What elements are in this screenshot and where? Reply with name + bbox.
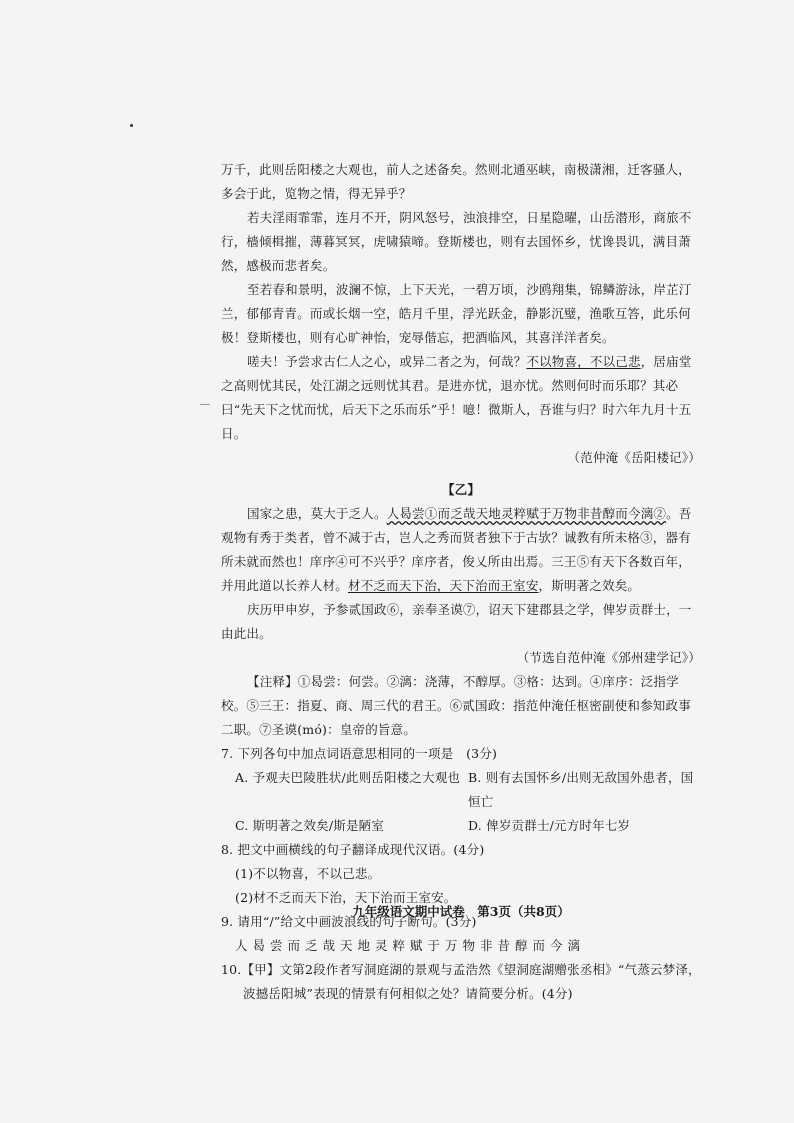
passage-b-p2: 庆历甲申岁，予参贰国政⑥，亲奉圣谟⑦，诏天下建郡县之学，俾岁贡群士，一由此出。 bbox=[221, 602, 692, 641]
p4-text-a: 嗟夫！予尝求古仁人之心，或异二者之为，何哉？ bbox=[247, 354, 527, 369]
q7-options-row2 bbox=[221, 814, 701, 838]
passage-b-p1 bbox=[221, 502, 701, 598]
passage-a-p4 bbox=[221, 350, 701, 446]
q7-options-row1 bbox=[221, 766, 701, 814]
page-footer: 九年级语文期中试卷 第3页（共8页） bbox=[352, 904, 570, 919]
b-p1-underlined: 材不乏而天下治，天下治而王室安 bbox=[348, 578, 539, 593]
q9-sentence: 人曷尝而乏哉天地灵粹赋于万物非昔醇而今漓 bbox=[235, 938, 586, 953]
b-p1-text-b: 。吾观物有秀于类者，曾不减于古，岂人之秀而贤者独下于古欤？诚教有所未格③，器有所未就而然也！庠序④可不兴乎？庠序者，俊乂所由出焉。三王⑤有天下各数百年，并用此道以长养人材。 bbox=[221, 506, 692, 593]
q7-option-d: D. 俾岁贡群士/元方时年七岁 bbox=[468, 818, 631, 833]
b-p1-wavy: 人曷尝①而乏哉天地灵粹赋于万物非昔醇而今漓② bbox=[386, 506, 667, 521]
scan-speck bbox=[130, 124, 133, 127]
passage-b-source: （节选自范仲淹《邠州建学记》） bbox=[516, 650, 701, 665]
question-10: 10.【甲】文第2段作者写洞庭湖的景观与孟浩然《望洞庭湖赠张丞相》“气蒸云梦泽，波撼岳阳城”表现的情景有何相似之处？请简要分析。(4分) bbox=[221, 962, 701, 1001]
b-p1-text-a: 国家之患，莫大于乏人。 bbox=[247, 506, 387, 521]
passage-a-p3: 至若春和景明，波澜不惊，上下天光，一碧万顷，沙鸥翔集，锦鳞游泳，岸芷汀兰，郁郁青青。而或长烟一空，皓月千里，浮光跃金，静影沉璧，渔歌互答，此乐何极！登斯楼也，则有心旷神怡，宠辱偕忘，把酒临风，其喜洋洋者矣。 bbox=[221, 282, 692, 345]
q8-item-1: (1)不以物喜，不以己悲。 bbox=[235, 866, 381, 881]
passage-b-heading: 【乙】 bbox=[441, 482, 481, 497]
b-p1-text-c: ，斯明著之效矣。 bbox=[538, 578, 641, 593]
q7-option-a: A. 予观夫巴陵胜状/此则岳阳楼之大观也 bbox=[235, 770, 461, 785]
question-8: 8. 把文中画横线的句子翻译成现代汉语。(4分) bbox=[221, 842, 485, 857]
q8-item-2: (2)材不乏而天下治，天下治而王室安。 bbox=[235, 890, 457, 905]
question-9: 9. 请用“/”给文中画波浪线的句子断句。(3分) bbox=[221, 914, 477, 929]
passage-a-source: （范仲淹《岳阳楼记》） bbox=[567, 450, 701, 465]
scan-mark bbox=[200, 404, 210, 405]
passage-a-p1: 万千，此则岳阳楼之大观也，前人之述备矣。然则北通巫峡，南极潇湘，迁客骚人，多会于此，览物之情，得无异乎？ bbox=[221, 162, 691, 201]
notes: 【注释】①曷尝：何尝。②漓：浇薄，不醇厚。③格：达到。④庠序：泛指学校。⑤三王：指夏、商、周三代的君王。⑥贰国政：指范仲淹任枢密副使和参知政事二职。⑦圣谟(mó)：皇帝的旨意。 bbox=[221, 674, 691, 737]
q7-option-c: C. 斯明著之效矣/斯是陋室 bbox=[235, 818, 385, 833]
passage-a bbox=[221, 158, 701, 1006]
p4-text-b: ，居庙堂之高则忧其民，处江湖之远则忧其君。是进亦忧，退亦忧。然则何时而乐耶？其必曰“先天下之忧而忧，后天下之乐而乐”乎！噫！微斯人，吾谁与归？时六年九月十五日。 bbox=[221, 354, 692, 441]
p4-underlined: 不以物喜，不以己悲 bbox=[526, 354, 641, 369]
passage-a-p2: 若夫淫雨霏霏，连月不开，阴风怒号，浊浪排空，日星隐曜，山岳潜形，商旅不行，樯倾楫摧，薄暮冥冥，虎啸猿啼。登斯楼也，则有去国怀乡，忧谗畏讥，满目萧然，感极而悲者矣。 bbox=[221, 210, 692, 273]
question-7: 7. 下列各句中加点词语意思相同的一项是 (3分) bbox=[221, 746, 498, 761]
q7-option-b: B. 则有去国怀乡/出则无敌国外患者，国恒亡 bbox=[468, 770, 694, 809]
